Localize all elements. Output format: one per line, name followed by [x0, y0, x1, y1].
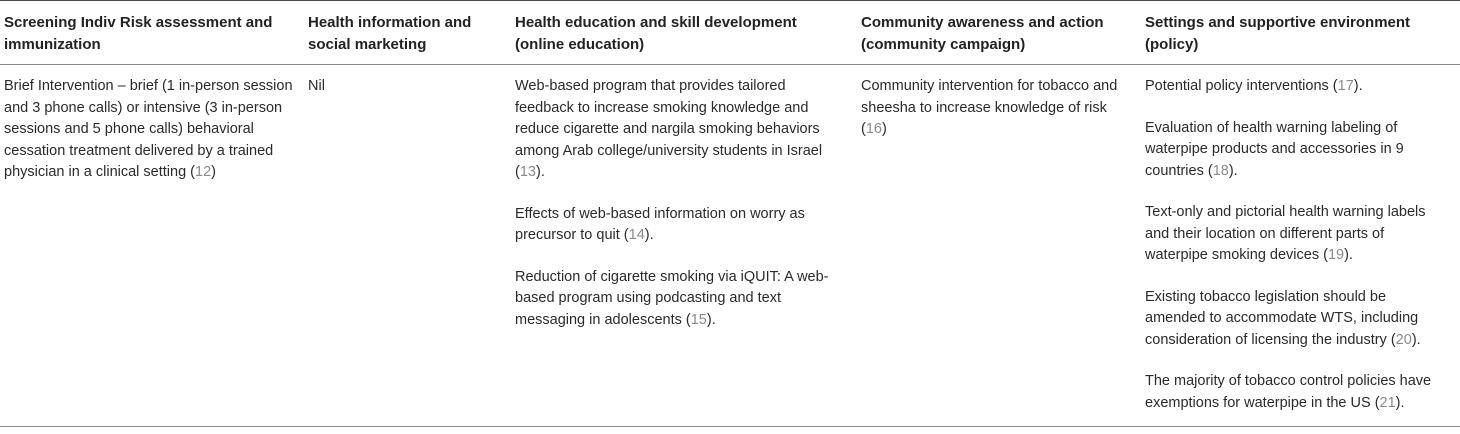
cell-paragraph — [1145, 76, 1450, 98]
reference-link[interactable]: 13 — [519, 164, 536, 180]
reference-link[interactable]: 19 — [1327, 247, 1345, 263]
cell-paragraph — [308, 76, 501, 98]
paragraph-text: Community intervention for tobacco and sheesha to increase knowledge of risk ( — [861, 78, 1118, 137]
cell-screening — [0, 65, 304, 427]
paragraph-suffix: ). — [1344, 247, 1353, 263]
header-settings-policy: Settings and supportive environment (policy) — [1145, 14, 1411, 53]
paragraph-text: Effects of web-based information on worry as precursor to quit ( — [515, 205, 805, 243]
paragraph-suffix: ) — [881, 121, 887, 137]
header-health-information: Health information and social marketing — [308, 14, 472, 53]
cell-paragraph — [1145, 287, 1450, 352]
reference-link[interactable]: 17 — [1337, 78, 1354, 94]
cell-paragraph — [1145, 371, 1450, 414]
table-header-row — [0, 1, 1460, 65]
reference-link[interactable]: 16 — [865, 121, 882, 137]
cell-health-information — [304, 65, 511, 427]
paragraph-suffix: ) — [211, 164, 216, 180]
paragraph-text: Nil — [308, 78, 325, 94]
reference-link[interactable]: 14 — [628, 227, 645, 243]
paragraph-text: Brief Intervention – brief (1 in-person session and 3 phone calls) or intensive (3 in-person sessions and 5 phone calls) behavioral cessation treatment delivered by a trained physician in a clinical setting ( — [4, 78, 293, 180]
reference-link[interactable]: 21 — [1379, 394, 1396, 411]
cell-paragraph — [1145, 118, 1450, 183]
cell-paragraph — [4, 76, 294, 184]
header-community-awareness: Community awareness and action (community campaign) — [861, 14, 1104, 53]
cell-paragraph — [515, 76, 847, 184]
header-health-education: Health education and skill development (online education) — [515, 14, 797, 53]
reference-link[interactable]: 18 — [1212, 162, 1229, 179]
cell-paragraph — [861, 76, 1131, 141]
reference-link[interactable]: 20 — [1395, 331, 1412, 348]
paragraph-suffix: ). — [535, 164, 545, 180]
cell-paragraph — [515, 204, 847, 247]
cell-paragraph — [1145, 202, 1450, 267]
paragraph-text: Text-only and pictorial health warning labels and their location on different parts of waterpipe smoking devices ( — [1145, 204, 1426, 263]
paragraph-suffix: ). — [1353, 78, 1363, 94]
cell-paragraph — [515, 267, 847, 332]
reference-link[interactable]: 15 — [690, 311, 707, 328]
reference-link[interactable]: 12 — [195, 164, 212, 180]
paragraph-text: Evaluation of health warning labeling of waterpipe products and accessories in 9 countries ( — [1145, 119, 1404, 179]
paragraph-suffix: ). — [1395, 394, 1405, 411]
cell-community-awareness — [857, 65, 1141, 427]
paragraph-suffix: ). — [706, 311, 716, 328]
paragraph-text: The majority of tobacco control policies have exemptions for waterpipe in the US ( — [1145, 373, 1432, 411]
paragraph-text: Potential policy interventions ( — [1145, 78, 1338, 94]
cell-settings-policy — [1141, 65, 1460, 427]
paragraph-suffix: ). — [1228, 162, 1238, 179]
cell-health-education — [511, 65, 857, 427]
header-screening: Screening Indiv Risk assessment and immunization — [4, 14, 273, 53]
table-row — [0, 65, 1460, 427]
paragraph-suffix: ). — [644, 227, 654, 243]
paragraph-suffix: ). — [1411, 331, 1421, 348]
paragraph-text: Reduction of cigarette smoking via iQUIT: A web-based program using podcasting and text messaging in adolescents ( — [515, 268, 829, 328]
paragraph-text: Existing tobacco legislation should be amended to accommodate WTS, including consideration of licensing the industry ( — [1145, 288, 1419, 348]
paragraph-text: Web-based program that provides tailored feedback to increase smoking knowledge and reduce cigarette and nargila smoking behaviors among Arab college/university students in Israel ( — [515, 78, 823, 180]
